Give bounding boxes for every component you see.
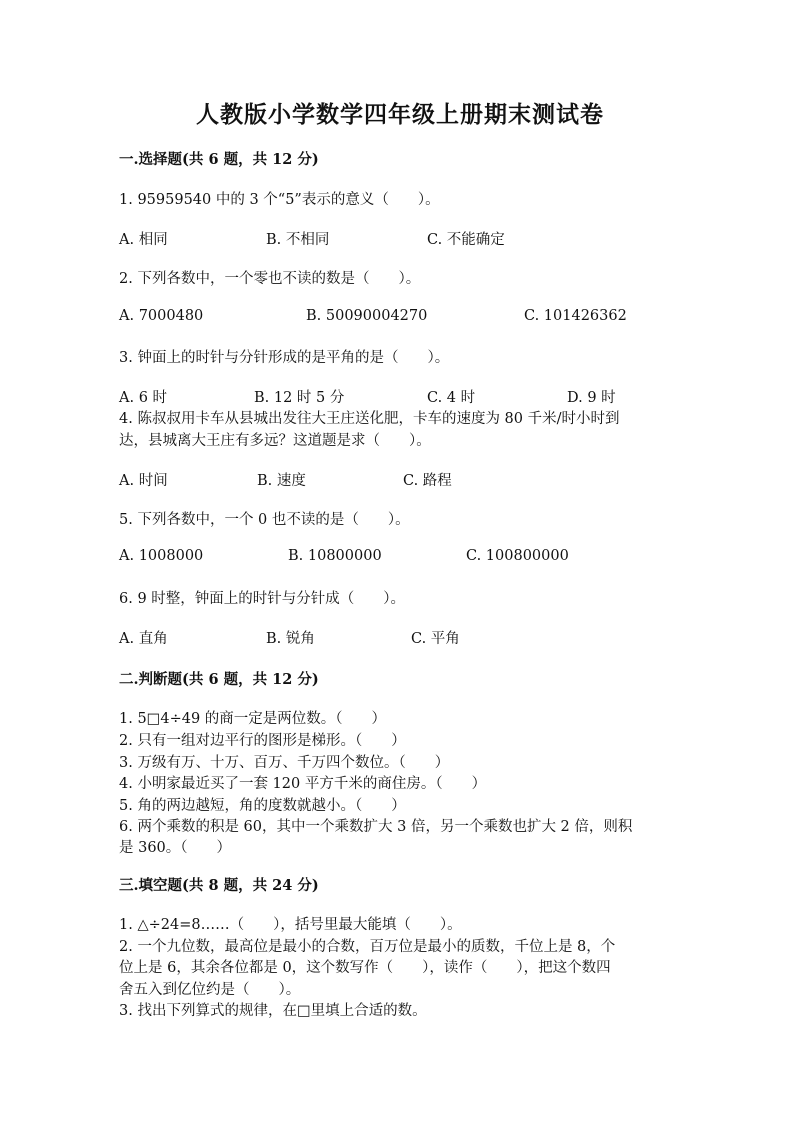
q1-option-c: C. 不能确定 (427, 232, 505, 248)
section-heading-fill: 三.填空题(共 8 题，共 24 分) (119, 877, 319, 894)
q5-option-b: B. 10800000 (288, 548, 382, 564)
question-6: 6. 9 时整，钟面上的时针与分针成（ ）。 (119, 591, 406, 607)
judgment-2: 2. 只有一组对边平行的图形是梯形。（ ） (119, 733, 406, 749)
q6-option-b: B. 锐角 (266, 631, 315, 647)
question-3: 3. 钟面上的时针与分针形成的是平角的是（ ）。 (119, 350, 450, 366)
q6-option-a: A. 直角 (119, 631, 168, 647)
judgment-4: 4. 小明家最近买了一套 120 平方千米的商住房。（ ） (119, 776, 487, 792)
q5-option-a: A. 1008000 (119, 548, 204, 564)
fill-1: 1. △÷24=8……（ ），括号里最大能填（ ）。 (119, 917, 462, 933)
fill-2-line-2: 位上是 6，其余各位都是 0，这个数写作（ ），读作（ ），把这个数四 (119, 960, 611, 976)
q1-option-b: B. 不相同 (266, 232, 330, 248)
question-4-line-2: 达，县城离大王庄有多远？这道题是求（ ）。 (119, 433, 431, 449)
q4-option-c: C. 路程 (403, 473, 452, 489)
fill-3: 3. 找出下列算式的规律，在□里填上合适的数。 (119, 1003, 427, 1019)
judgment-3: 3. 万级有万、十万、百万、千万四个数位。（ ） (119, 755, 450, 771)
judgment-5: 5. 角的两边越短，角的度数就越小。（ ） (119, 798, 406, 814)
q2-option-a: A. 7000480 (119, 308, 204, 324)
q3-option-b: B. 12 时 5 分 (254, 390, 345, 406)
q1-option-a: A. 相同 (119, 232, 168, 248)
q4-option-a: A. 时间 (119, 473, 168, 489)
judgment-1: 1. 5□4÷49 的商一定是两位数。（ ） (119, 711, 387, 727)
question-5: 5. 下列各数中，一个 0 也不读的是（ ）。 (119, 512, 410, 528)
fill-2-line-3: 舍五入到亿位约是（ ）。 (119, 982, 301, 998)
fill-2-line-1: 2. 一个九位数，最高位是最小的合数，百万位是最小的质数，千位上是 8，个 (119, 939, 616, 955)
q5-option-c: C. 100800000 (466, 548, 569, 564)
question-4-line-1: 4. 陈叔叔用卡车从县城出发往大王庄送化肥，卡车的速度为 80 千米/时小时到 (119, 411, 620, 427)
q2-option-b: B. 50090004270 (306, 308, 428, 324)
question-2: 2. 下列各数中，一个零也不读的数是（ ）。 (119, 271, 421, 287)
judgment-6-line-1: 6. 两个乘数的积是 60，其中一个乘数扩大 3 倍，另一个乘数也扩大 2 倍，则积 (119, 819, 633, 835)
page-title: 人教版小学数学四年级上册期末测试卷 (196, 101, 604, 128)
q3-option-a: A. 6 时 (119, 390, 168, 406)
q2-option-c: C. 101426362 (524, 308, 627, 324)
q6-option-c: C. 平角 (411, 631, 460, 647)
judgment-6-line-2: 是 360。（ ） (119, 840, 232, 856)
q4-option-b: B. 速度 (257, 473, 306, 489)
q3-option-c: C. 4 时 (427, 390, 476, 406)
section-heading-judgment: 二.判断题(共 6 题，共 12 分) (119, 671, 319, 688)
q3-option-d: D. 9 时 (567, 390, 616, 406)
section-heading-choice: 一.选择题(共 6 题，共 12 分) (119, 151, 319, 168)
question-1: 1. 95959540 中的 3 个“5”表示的意义（ ）。 (119, 192, 440, 208)
